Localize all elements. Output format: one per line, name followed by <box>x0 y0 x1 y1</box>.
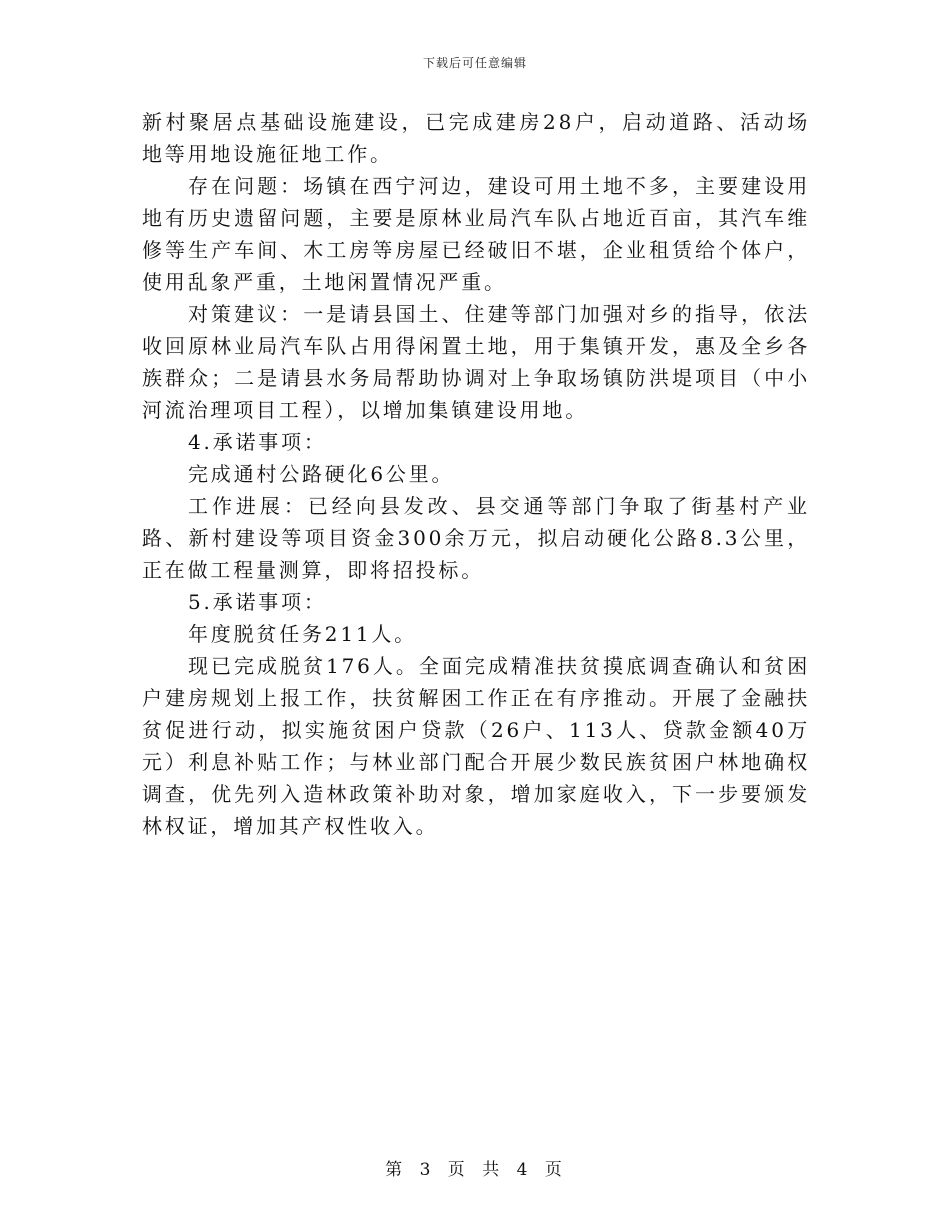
commitment-5: 年度脱贫任务211人。 <box>188 622 417 646</box>
commitment-4: 完成通村公路硬化6公里。 <box>188 462 455 486</box>
page-header: 下载后可任意编辑 <box>422 56 527 70</box>
paragraph-problems: 存在问题：场镇在西宁河边，建设可用土地不多，主要建设用地有历史遗留问题，主要是原林业局汽车队占地近百亩，其汽车维修等生产车间、木工房等房屋已经破旧不堪，企业租赁给个体户，使用乱象严重，土地闲置情况严重。 <box>142 174 810 294</box>
progress-5: 现已完成脱贫176人。全面完成精准扶贫摸底调查确认和贫困户建房规划上报工作，扶贫解困工作正在有序推动。开展了金融扶贫促进行动，拟实施贫困户贷款（26户、113人、贷款金额40万元）利息补贴工作；与林业部门配合开展少数民族贫困户林地确权调查，优先列入造林政策补助对象，增加家庭收入，下一步要颁发林权证，增加其产权性收入。 <box>142 654 810 838</box>
document-body <box>142 106 810 842</box>
section-heading-5: 5.承诺事项： <box>188 590 327 614</box>
page-number: 第 3 页 共 4 页 <box>385 1160 565 1180</box>
paragraph-1: 新村聚居点基础设施建设，已完成建房28户，启动道路、活动场地等用地设施征地工作。 <box>142 110 810 166</box>
section-heading-4: 4.承诺事项： <box>188 430 327 454</box>
paragraph-suggestions: 对策建议：一是请县国土、住建等部门加强对乡的指导，依法收回原林业局汽车队占用得闲置土地，用于集镇开发，惠及全乡各族群众；二是请县水务局帮助协调对上争取场镇防洪堤项目（中小河流治理项目工程），以增加集镇建设用地。 <box>142 302 810 422</box>
progress-4: 工作进展：已经向县发改、县交通等部门争取了街基村产业路、新村建设等项目资金300余万元，拟启动硬化公路8.3公里，正在做工程量测算，即将招投标。 <box>142 494 810 582</box>
